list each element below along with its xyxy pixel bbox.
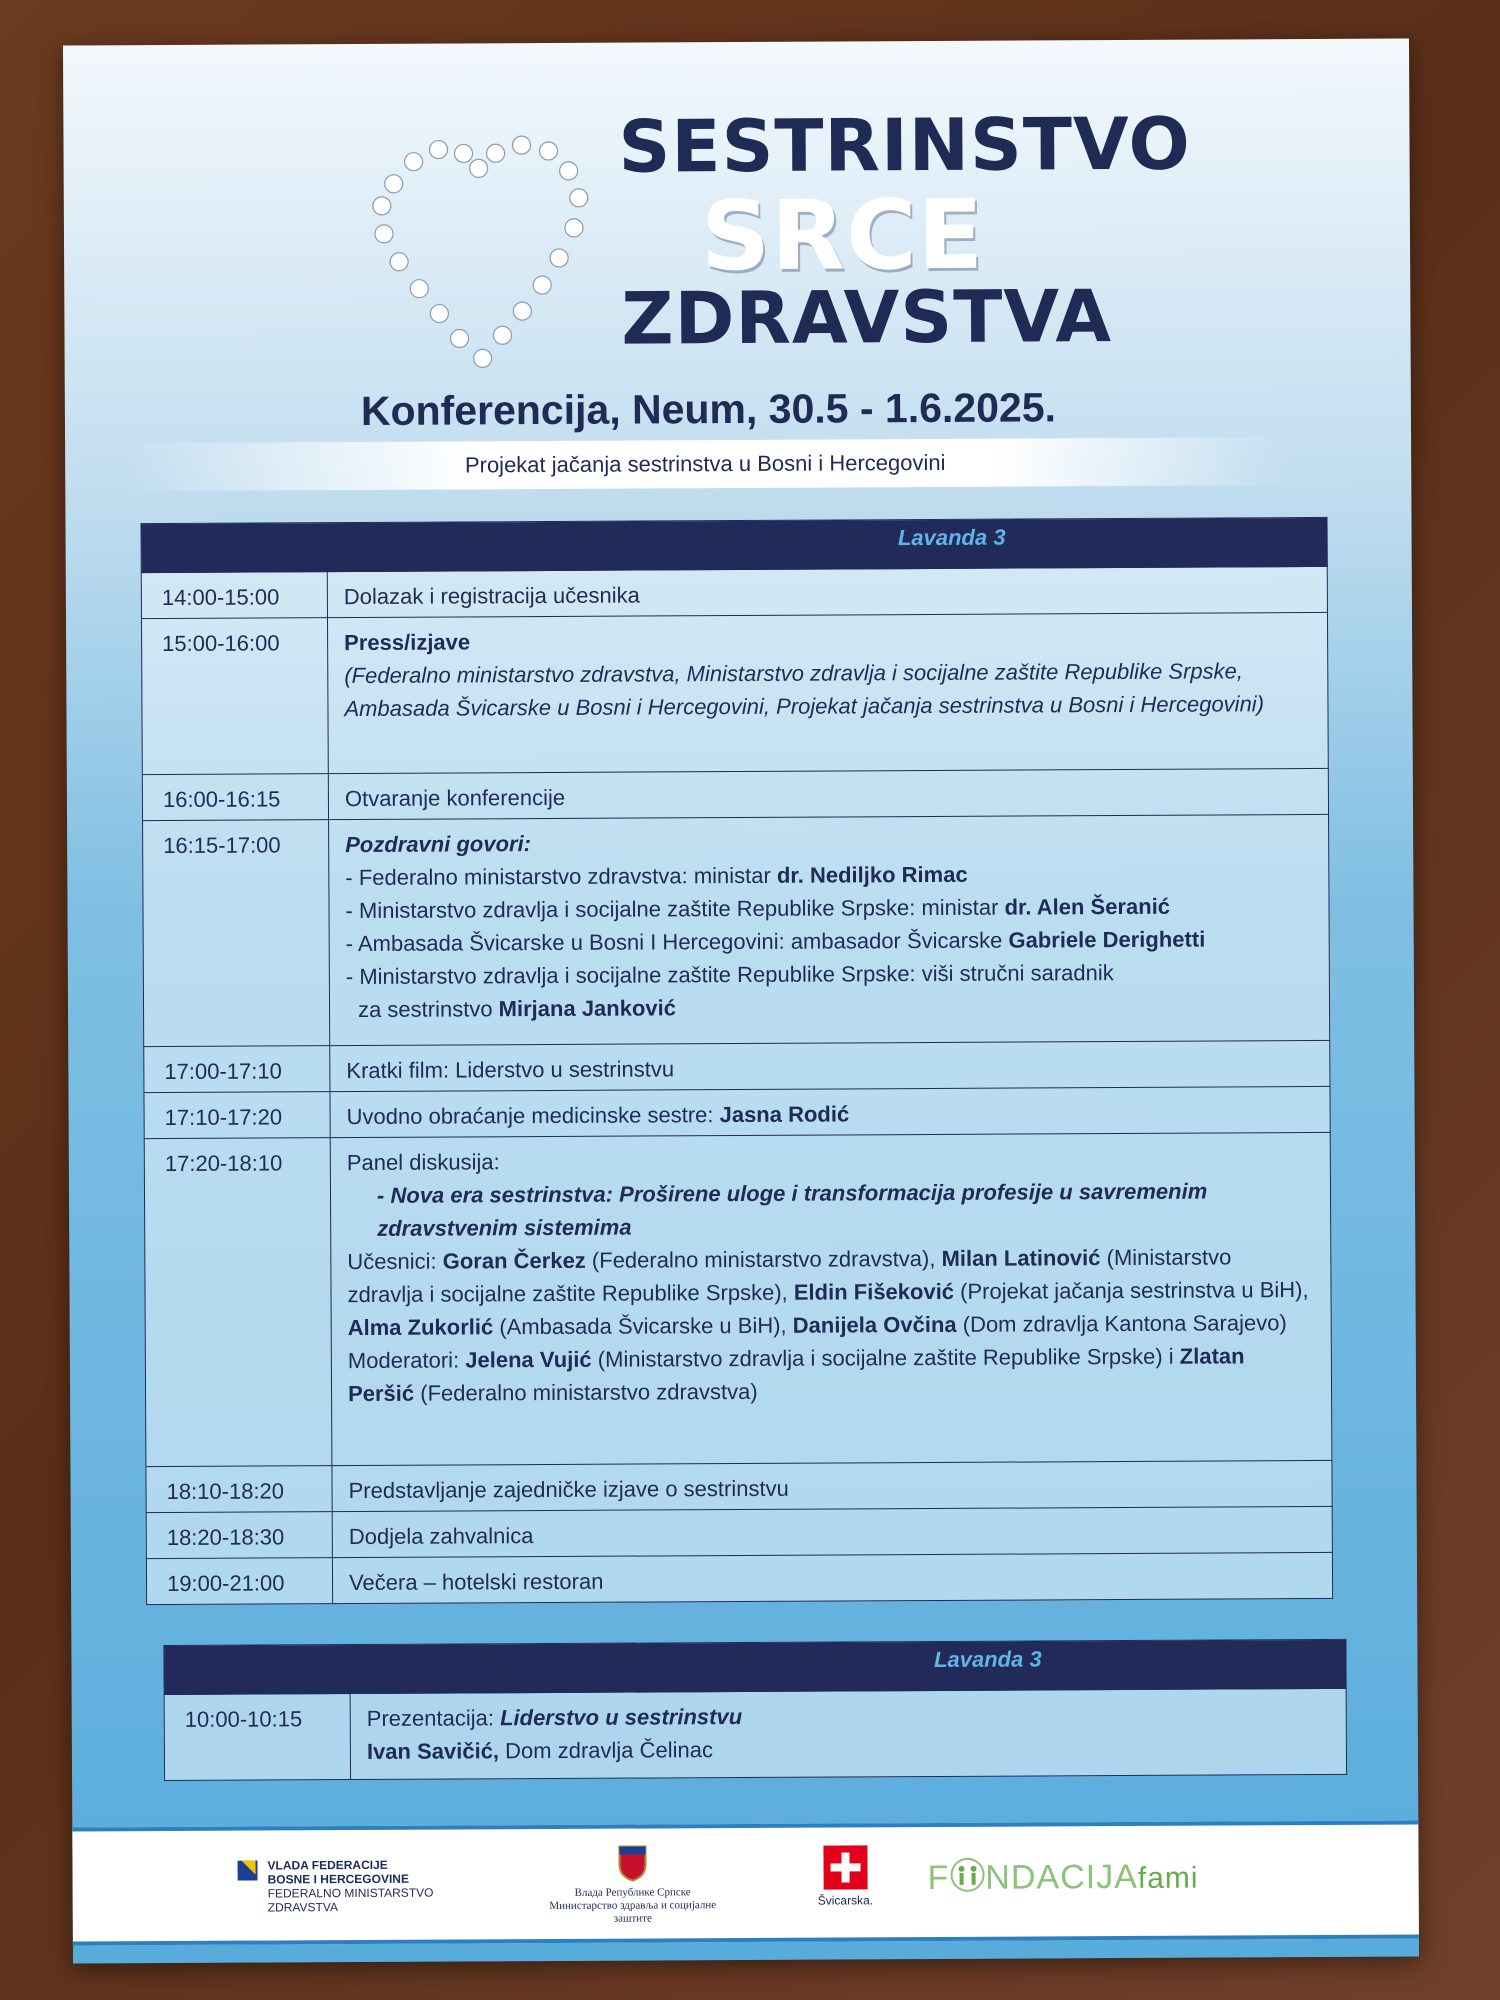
logo-switzerland: Švicarska.: [817, 1845, 873, 1907]
footer-logos: [72, 1820, 1419, 1945]
conference-subtitle: Konferencija, Neum, 30.5 - 1.6.2025.: [360, 384, 1057, 434]
logo-republika-srpska: Влада Републике Српске Министарство здравља и социјалне заштите: [532, 1842, 732, 1926]
panel-participants: Učesnici: Goran Čerkez (Federalno ministarstvo zdravstva), Milan Latinović (Ministarstvo zdravlja i socijalne zaštite Republike Srpske), Eldin Fišeković (Projekat jačanja sestrinstva u BiH), Alma Zukorlić (Ambasada Švicarske u BiH), Danijela Ovčina (Dom zdravlja Kantona Sarajevo): [347, 1244, 1309, 1341]
press-text: (Federalno ministarstvo zdravstva, Ministarstvo zdravlja i socijalne zaštite Republike Srpske, Ambasada Švicarske u Bosni i Hercegovini, Projekat jačanja sestrinstva u Bosni i Hercegovini): [344, 658, 1265, 722]
project-band: Projekat jačanja sestrinstva u Bosni i Hercegovini: [125, 437, 1285, 491]
family-icon: [949, 1857, 985, 1893]
logo-federation: VLADA FEDERACIJE BOSNE I HERCEGOVINE FEDERALNO MINISTARSTVO ZDRAVSTVA: [267, 1858, 433, 1915]
swiss-cross-icon: [823, 1845, 867, 1889]
day2-header: Drugi dan – subota, 31.5.2025. godine; Sala: Lavanda 3: [164, 1639, 1346, 1694]
day2-sala: Lavanda 3: [933, 1646, 1042, 1672]
table-row: 17:00-17:10 Kratki film: Liderstvo u sestrinstvu: [144, 1040, 1330, 1092]
day1-schedule-table: [140, 517, 1333, 1605]
table-row: 16:00-16:15 Otvaranje konferencije: [142, 768, 1328, 820]
list-item: - Federalno ministarstvo zdravstva: ministar dr. Nediljko Rimac: [345, 861, 968, 891]
day1-sala: Lavanda 3: [897, 524, 1006, 551]
table-row: 18:10-18:20 Predstavljanje zajedničke izjave o sestrinstvu: [146, 1460, 1332, 1512]
logo-fondacija-fami: F NDACIJAfami: [927, 1857, 1199, 1898]
table-row: 17:10-17:20 Uvodno obraćanje medicinske sestre: Jasna Rodić: [144, 1086, 1330, 1138]
table-row: 17:20-18:10 Panel diskusija: - Nova era sestrinstva: Proširene uloge i transformacija profesije u savremenim zdravstvenim sistemima Učesnici: Goran Čerkez (Federalno ministarstvo zdravstva), Milan Latinović (Ministarstvo zdravlja i socijalne zaštite Republike Srpske), Eldin Fišeković (Projekat jačanja sestrinstva u BiH), Alma Zukorlić (Ambasada Švicarske u BiH), Danijela Ovčina (Dom zdravlja Kantona Sarajevo) Moderatori: Jelena Vujić (Ministarstvo zdravlja i socijalne zaštite Republike Srpske) i Zlatan Peršić (Federalno ministarstvo zdravstva): [144, 1132, 1332, 1466]
list-item: - Ministarstvo zdravlja i socijalne zaštite Republike Srpske: viši stručni saradnik: [345, 960, 1114, 990]
day1-header: Prvi dan – petak, 30.5.2025. godine; Sala: Lavanda 3: [141, 517, 1327, 572]
table-row: 18:20-18:30 Dodjela zahvalnica: [146, 1506, 1332, 1558]
list-item: - Ambasada Švicarske u Bosni I Hercegovini: ambasador Švicarske Gabriele Derighetti: [345, 926, 1206, 957]
press-title: Press/izjave: [344, 629, 471, 656]
list-item: za sestrinstvo Mirjana Janković: [357, 995, 677, 1023]
poster: [63, 38, 1419, 1963]
title-sestrinstvo: SESTRINSTVO: [618, 101, 1191, 189]
panel-topic: - Nova era sestrinstva: Proširene uloge i transformacija profesije u savremenim zdravstvenim sistemima: [376, 1178, 1208, 1241]
table-row: 10:00-10:15 Prezentacija: Liderstvo u sestrinstvu Ivan Savičić, Dom zdravlja Čelinac: [164, 1688, 1346, 1780]
heart-of-people-icon: [353, 113, 605, 414]
title-zdravstva: ZDRAVSTVA: [621, 274, 1113, 361]
table-row: 14:00-15:00 Dolazak i registracija učesnika: [141, 566, 1327, 618]
bih-flag-icon: [237, 1861, 257, 1881]
table-row: 19:00-21:00 Večera – hotelski restoran: [146, 1552, 1332, 1604]
title-srce: SRCE: [700, 178, 985, 293]
rs-coat-of-arms-icon: [615, 1842, 649, 1882]
list-item: - Ministarstvo zdravlja i socijalne zaštite Republike Srpske: ministar dr. Alen Šeranić: [345, 893, 1171, 924]
day2-schedule-table: [163, 1639, 1347, 1781]
greetings-title: Pozdravni govori:: [345, 831, 532, 858]
panel-moderators: Moderatori: Jelena Vujić (Ministarstvo zdravlja i socijalne zaštite Republike Srpske) i Zlatan Peršić (Federalno ministarstvo zdravstva): [347, 1343, 1245, 1407]
table-row: 15:00-16:00 Press/izjave (Federalno ministarstvo zdravstva, Ministarstvo zdravlja i socijalne zaštite Republike Srpske, Ambasada Švicarske u Bosni i Hercegovini, Projekat jačanja sestrinstva u Bosni i Hercegovini): [141, 612, 1328, 774]
table-row: 16:15-17:00 Pozdravni govori: - Federalno ministarstvo zdravstva: ministar dr. Nediljko Rimac - Ministarstvo zdravlja i socijalne zaštite Republike Srpske: ministar dr. Alen Šeranić - Ambasada Švicarske u Bosni I Hercegovini: ambasador Švicarske Gabriele Derighetti - Ministarstvo zdravlja i socijalne zaštite Republike Srpske: viši stručni saradnik za sestrinstvo Mirjana Janković: [143, 814, 1330, 1046]
panel-title: Panel diskusija:: [346, 1149, 500, 1176]
